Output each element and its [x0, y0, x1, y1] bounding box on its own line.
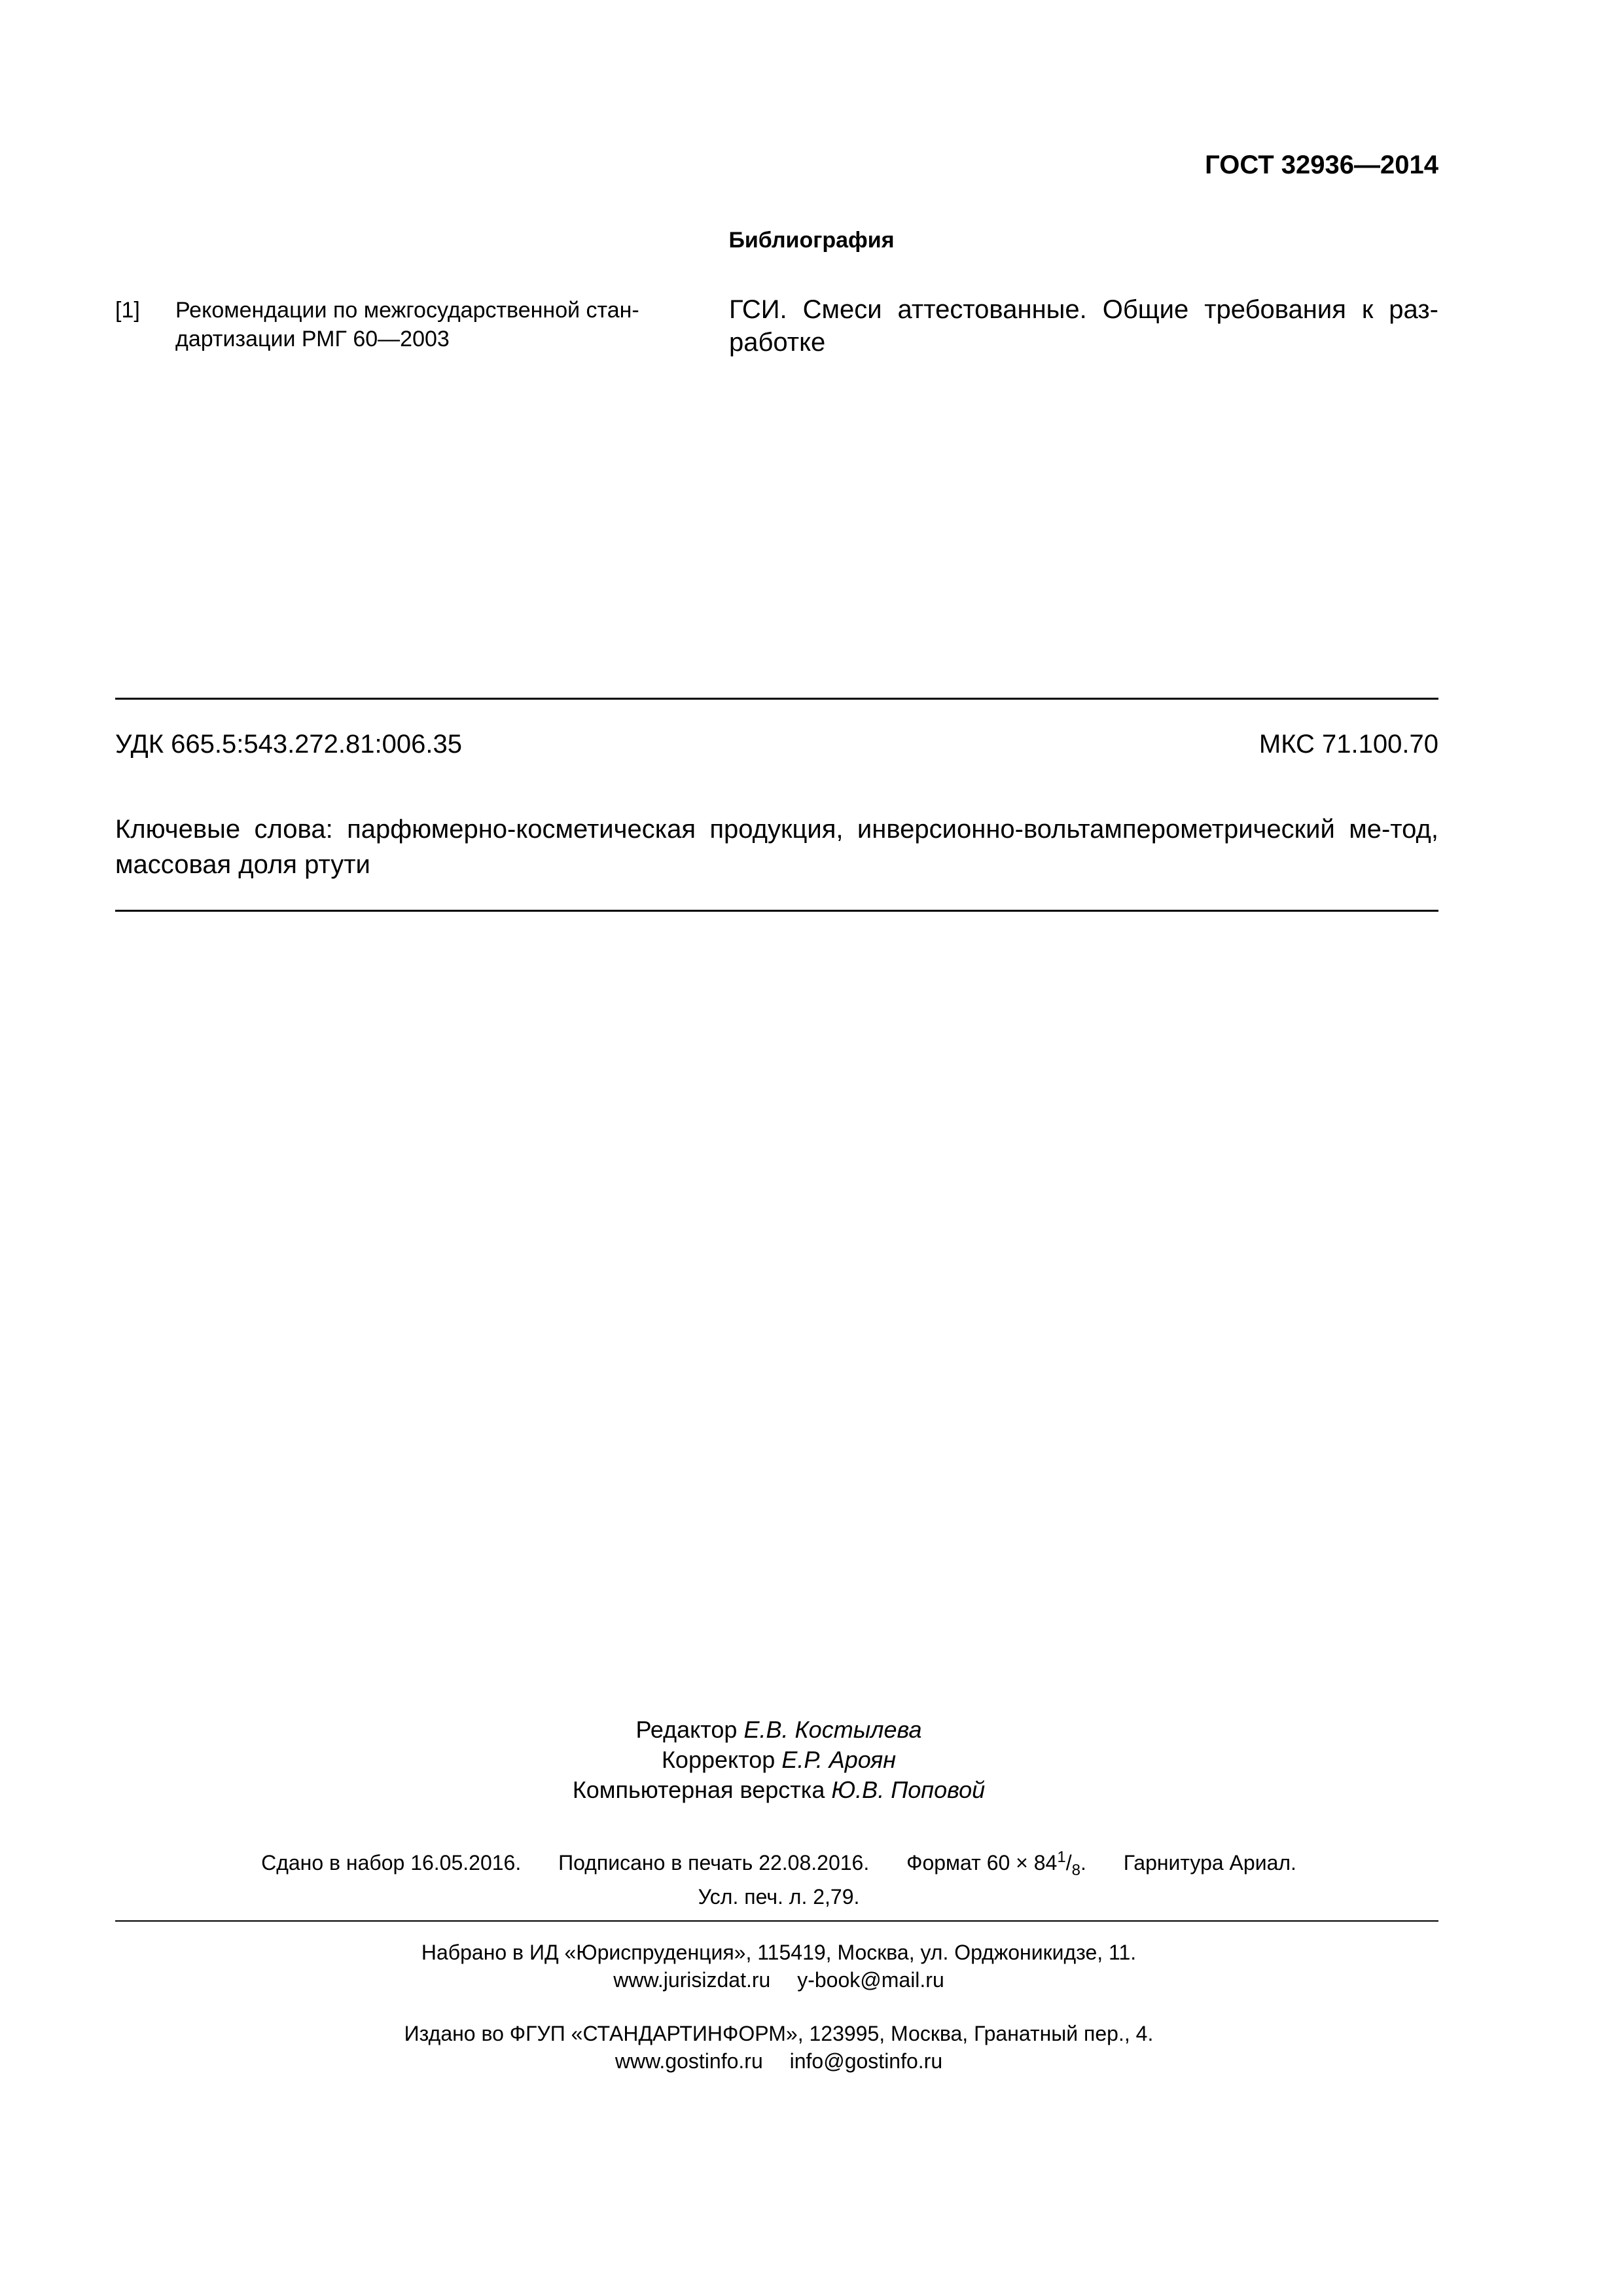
typeset-website-link[interactable]: www.jurisizdat.ru	[613, 1968, 771, 1992]
publisher-info	[0, 2020, 1558, 2075]
standard-number: ГОСТ 32936—2014	[1205, 151, 1438, 179]
print-info	[0, 1844, 1558, 1910]
reference-source: Рекомендации по межгосударственной стан-дартизации РМГ 60—2003	[175, 298, 639, 351]
format-denominator: 8	[1071, 1861, 1080, 1879]
keywords: Ключевые слова: парфюмерно-косметическая продукция, инверсионно-вольтамперометрический ме-тод, массовая доля ртути	[115, 815, 1438, 879]
reference-number: [1]	[115, 298, 140, 323]
format-prefix: Формат 60 × 84	[906, 1851, 1058, 1874]
mks-code: МКС 71.100.70	[1258, 730, 1438, 759]
editor-line	[0, 1715, 1558, 1745]
editor-label: Редактор	[635, 1716, 738, 1743]
format-slash: /	[1065, 1851, 1072, 1874]
publisher-links	[0, 2047, 1558, 2075]
bibliography-title: Библиография	[728, 228, 895, 253]
font-info: Гарнитура Ариал.	[1123, 1851, 1296, 1874]
publisher-website-link[interactable]: www.gostinfo.ru	[615, 2049, 763, 2073]
divider-middle	[115, 910, 1438, 912]
typeset-line: Набрано в ИД «Юриспруденция», 115419, Москва, ул. Орджоникидзе, 11.	[421, 1941, 1137, 1964]
typeset-email-link[interactable]: y-book@mail.ru	[797, 1968, 944, 1992]
signed-date: Подписано в печать 22.08.2016.	[558, 1851, 870, 1874]
divider-bottom	[115, 1920, 1438, 1922]
layout-name: Ю.В. Поповой	[831, 1776, 986, 1803]
corrector-label: Корректор	[661, 1746, 776, 1773]
print-info-line	[0, 1844, 1558, 1884]
udk-code: УДК 665.5:543.272.81:006.35	[115, 730, 462, 759]
format-suffix: .	[1080, 1851, 1086, 1874]
publisher-line: Издано во ФГУП «СТАНДАРТИНФОРМ», 123995, Москва, Гранатный пер., 4.	[404, 2022, 1154, 2045]
reference-title: ГСИ. Смеси аттестованные. Общие требования к раз-работке	[729, 295, 1438, 357]
submitted-date: Сдано в набор 16.05.2016.	[261, 1851, 522, 1874]
credits-block	[0, 1715, 1558, 1805]
layout-label: Компьютерная верстка	[572, 1776, 825, 1803]
typeset-info	[0, 1939, 1558, 1994]
corrector-name: Е.Р. Ароян	[781, 1746, 897, 1773]
publisher-email-link[interactable]: info@gostinfo.ru	[789, 2049, 943, 2073]
typeset-links	[0, 1966, 1558, 1994]
corrector-line	[0, 1745, 1558, 1775]
divider-top	[115, 698, 1438, 700]
sheets-info: Усл. печ. л. 2,79.	[698, 1885, 860, 1909]
layout-line	[0, 1775, 1558, 1805]
format-numerator: 1	[1057, 1848, 1066, 1866]
editor-name: Е.В. Костылева	[743, 1716, 922, 1743]
paper-format	[906, 1848, 1086, 1879]
